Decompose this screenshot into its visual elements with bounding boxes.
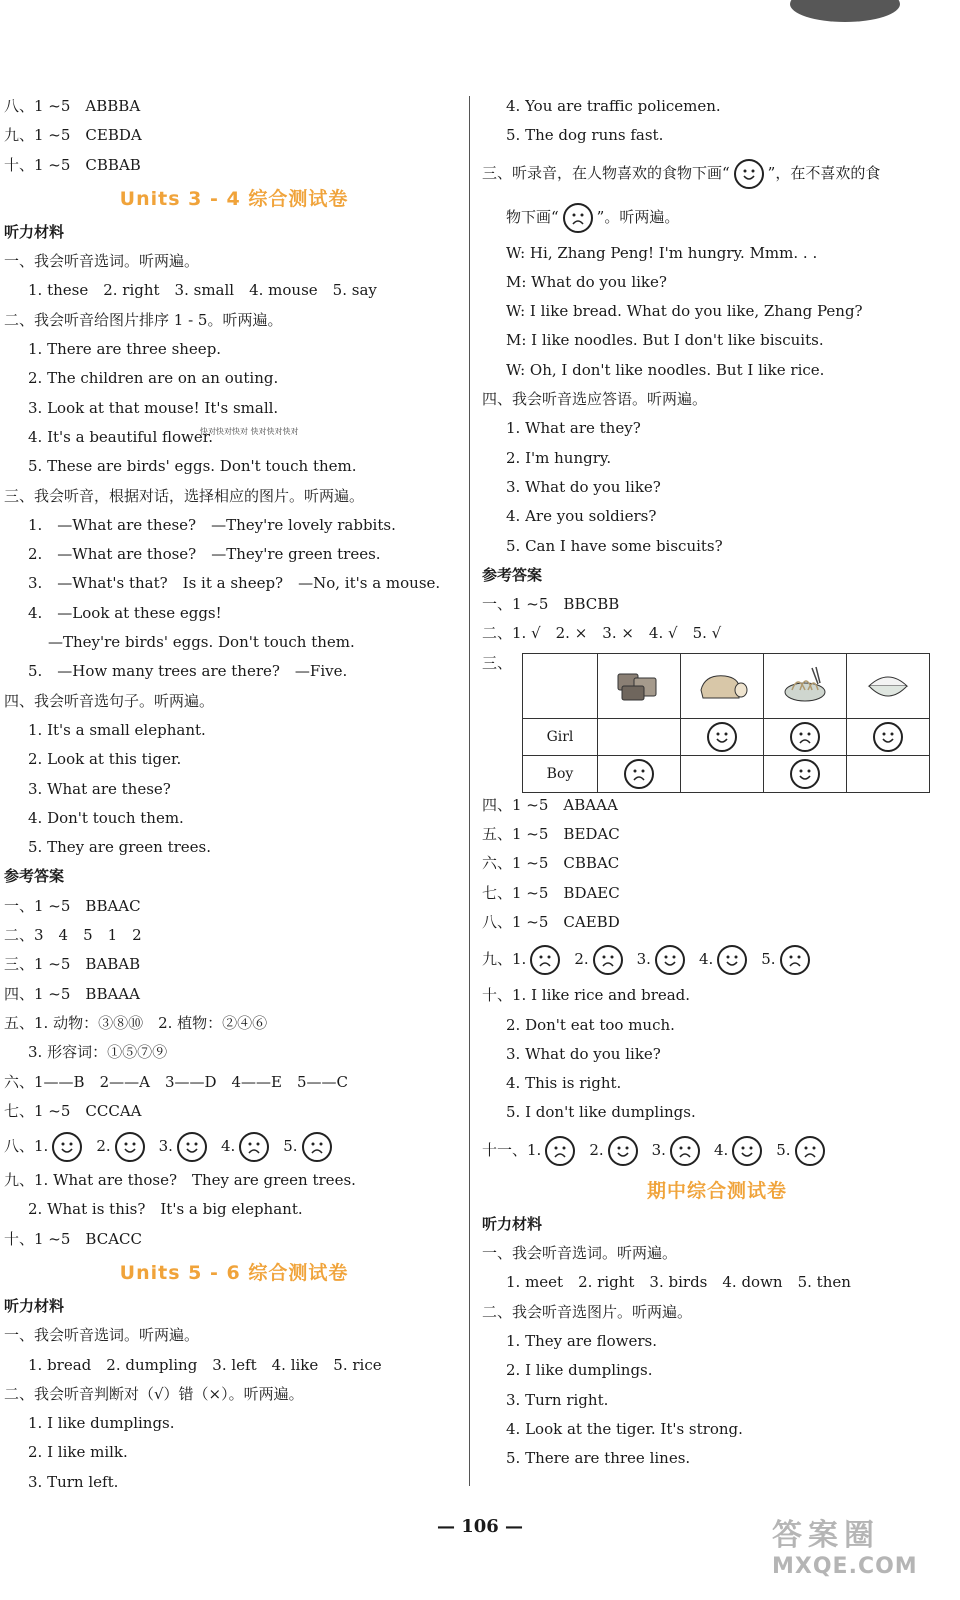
noodles-icon — [778, 664, 832, 708]
face-list — [34, 1137, 336, 1155]
list-item: 5. They are green trees. — [28, 838, 211, 857]
list-item: 1. They are flowers. — [506, 1331, 658, 1350]
table-label: 三、 — [482, 653, 513, 672]
table-row — [523, 653, 930, 718]
table-cell — [847, 755, 930, 792]
answer-line: 三、1 ~5 BABAB — [4, 955, 141, 974]
face-number: 1. — [34, 1137, 49, 1156]
question-3-cont — [482, 195, 952, 239]
table-cell — [847, 718, 930, 755]
listening-heading: 听力材料 — [4, 1296, 65, 1315]
question-3: 三、我会听音，根据对话，选择相应的图片。听两遍。 — [4, 486, 365, 505]
answer-line: 十、1 ~5 CBBAB — [4, 155, 141, 174]
answer-line: 二、1. √ 2. × 3. × 4. √ 5. √ — [482, 624, 722, 643]
sad-face-icon — [545, 1136, 575, 1166]
question-1-words: 1. meet 2. right 3. birds 4. down 5. then — [506, 1273, 851, 1292]
list-item: 4. Don't touch them. — [28, 808, 184, 827]
face-row-label: 八、 — [4, 1137, 35, 1156]
happy-face-icon — [790, 759, 820, 789]
question-1: 一、我会听音选词。听两遍。 — [482, 1244, 678, 1263]
list-item: 5. —How many trees are there? —Five. — [28, 662, 348, 681]
happy-face-icon — [734, 159, 764, 189]
face-number: 1. — [512, 950, 527, 969]
list-item: 1. There are three sheep. — [28, 340, 222, 359]
list-item — [4, 423, 464, 452]
face-number: 4. — [220, 1137, 236, 1156]
table-cell — [764, 653, 847, 718]
table-row — [523, 718, 930, 755]
sad-face-icon — [790, 722, 820, 752]
face-number: 4. — [713, 1140, 729, 1159]
sad-face-icon — [239, 1132, 269, 1162]
list-item: 3. Turn right. — [506, 1390, 609, 1409]
bread-icon — [695, 664, 749, 708]
table-cell — [764, 755, 847, 792]
watermark — [772, 1510, 942, 1580]
answer-line: 五、1. 动物：③⑧⑩ 2. 植物：②④⑥ — [4, 1013, 268, 1032]
answer-line: 十、1. I like rice and bread. — [482, 986, 691, 1005]
table-cell — [764, 718, 847, 755]
happy-face-icon — [873, 722, 903, 752]
table-cell — [847, 653, 930, 718]
answer-line: 五、1 ~5 BEDAC — [482, 825, 620, 844]
happy-face-icon — [52, 1132, 82, 1162]
table-cell — [681, 755, 764, 792]
question-4: 四、我会听音选应答语。听两遍。 — [482, 390, 708, 409]
list-item: 2. Look at this tiger. — [28, 750, 182, 769]
list-item: 2. I like dumplings. — [506, 1361, 653, 1380]
sad-face-icon — [593, 945, 623, 975]
left-column — [4, 92, 464, 1497]
sad-face-icon — [624, 759, 654, 789]
face-number: 2. — [589, 1140, 604, 1159]
face-number: 5. — [283, 1137, 298, 1156]
sad-face-icon — [670, 1136, 700, 1166]
face-list — [527, 1141, 829, 1159]
handwritten-scribble: 快对快对快对 快对快对快对 — [200, 426, 299, 436]
table-row — [523, 755, 930, 792]
list-item: 3. What are these? — [28, 779, 171, 798]
list-item: 4. Look at the tiger. It's strong. — [506, 1419, 743, 1438]
dialogue-line: M: I like noodles. But I don't like biscuits. — [506, 331, 824, 350]
face-row-label: 十一、 — [482, 1140, 528, 1159]
face-number: 3. — [636, 950, 651, 969]
list-item: —They're birds' eggs. Don't touch them. — [48, 633, 355, 652]
list-item: 4. Are you soldiers? — [506, 507, 657, 526]
biscuits-icon — [612, 664, 666, 708]
table-cell — [598, 653, 681, 718]
list-item: 5. Can I have some biscuits? — [506, 536, 723, 555]
list-item: 2. —What are those? —They're green trees. — [28, 545, 381, 564]
happy-face-icon — [707, 722, 737, 752]
food-answer-table-block — [482, 649, 952, 791]
question-3-text-a: 三、听录音，在人物喜欢的食物下画“ — [482, 163, 730, 182]
answer-line: 九、1 ~5 CEBDA — [4, 126, 142, 145]
dialogue-line: W: I like bread. What do you like, Zhang Peng? — [506, 302, 863, 321]
list-item: 5. These are birds' eggs. Don't touch them. — [28, 457, 357, 476]
answer-line: 九、1. What are those? They are green trees. — [4, 1171, 356, 1190]
list-item: 3. —What's that? Is it a sheep? —No, it's a mouse. — [28, 574, 441, 593]
list-item: 1. What are they? — [506, 419, 641, 438]
table-cell — [681, 653, 764, 718]
happy-face-icon — [655, 945, 685, 975]
question-4: 四、我会听音选句子。听两遍。 — [4, 691, 215, 710]
happy-face-icon — [732, 1136, 762, 1166]
answer-line: 七、1 ~5 BDAEC — [482, 883, 620, 902]
answers-heading: 参考答案 — [482, 565, 543, 584]
page-corner-shadow — [790, 0, 900, 22]
answer-line: 六、1 ~5 CBBAC — [482, 854, 620, 873]
list-item: 3. Turn left. — [28, 1472, 119, 1491]
face-number: 5. — [761, 950, 776, 969]
question-3-text-b: ”，在不喜欢的食 — [767, 163, 881, 182]
answer-line: 四、1 ~5 BBAAA — [4, 984, 140, 1003]
answer-line: 六、1——B 2——A 3——D 4——E 5——C — [4, 1072, 349, 1091]
list-item: 1. —What are these? —They're lovely rabbits. — [28, 515, 396, 534]
sad-face-icon — [563, 203, 593, 233]
list-item: 2. I'm hungry. — [506, 448, 612, 467]
list-item: 1. I like dumplings. — [28, 1414, 175, 1433]
question-1: 一、我会听音选词。听两遍。 — [4, 1326, 200, 1345]
rice-icon — [861, 664, 915, 708]
answer-line: 四、1 ~5 ABAAA — [482, 795, 618, 814]
right-column — [482, 92, 952, 1473]
answer-line: 5. I don't like dumplings. — [506, 1103, 696, 1122]
answer-line: 2. Don't eat too much. — [506, 1015, 675, 1034]
face-number: 4. — [698, 950, 714, 969]
dialogue-line: W: Oh, I don't like noodles. But I like rice. — [506, 360, 825, 379]
happy-face-icon — [177, 1132, 207, 1162]
face-number: 5. — [776, 1140, 791, 1159]
question-1-words: 1. bread 2. dumpling 3. left 4. like 5. rice — [28, 1355, 382, 1374]
question-2: 二、我会听音给图片排序 1 - 5。听两遍。 — [4, 310, 283, 329]
answer-line: 3. 形容词：①⑤⑦⑨ — [28, 1043, 168, 1062]
table-cell — [598, 755, 681, 792]
answer-line: 八、1 ~5 CAEBD — [482, 912, 620, 931]
happy-face-icon — [115, 1132, 145, 1162]
page-number: — 106 — — [436, 1516, 524, 1537]
face-answer-row — [482, 1128, 952, 1172]
row-label: Boy — [523, 755, 598, 792]
watermark-line-1: 答案圈 — [772, 1518, 880, 1553]
face-number: 3. — [158, 1137, 173, 1156]
question-3 — [482, 151, 952, 195]
face-number: 3. — [651, 1140, 666, 1159]
list-item: 5. There are three lines. — [506, 1449, 691, 1468]
answer-line: 3. What do you like? — [506, 1044, 661, 1063]
dialogue-line: M: What do you like? — [506, 272, 667, 291]
dialogue-line: W: Hi, Zhang Peng! I'm hungry. Mmm. . . — [506, 243, 818, 262]
list-item: 4. —Look at these eggs! — [28, 603, 222, 622]
face-answer-row — [4, 1126, 464, 1166]
column-divider — [469, 96, 470, 1486]
answer-line: 一、1 ~5 BBAAC — [4, 896, 141, 915]
face-list — [512, 950, 814, 968]
list-item: 3. What do you like? — [506, 477, 661, 496]
happy-face-icon — [717, 945, 747, 975]
sad-face-icon — [530, 945, 560, 975]
list-item: 2. I like milk. — [28, 1443, 128, 1462]
question-3-text-d: ”。听两遍。 — [596, 207, 680, 226]
sad-face-icon — [302, 1132, 332, 1162]
face-number: 1. — [527, 1140, 542, 1159]
face-number: 2. — [96, 1137, 111, 1156]
question-3-text-c: 物下画“ — [506, 207, 559, 226]
sad-face-icon — [795, 1136, 825, 1166]
section-title-units-3-4: Units 3 - 4 综合测试卷 — [119, 187, 349, 210]
list-item: 5. The dog runs fast. — [506, 126, 664, 145]
listening-heading: 听力材料 — [4, 222, 65, 241]
list-item: 3. Look at that mouse! It's small. — [28, 398, 279, 417]
question-2: 二、我会听音选图片。听两遍。 — [482, 1302, 693, 1321]
answer-line: 二、3 4 5 1 2 — [4, 926, 142, 945]
question-1: 一、我会听音选词。听两遍。 — [4, 252, 200, 271]
answers-heading: 参考答案 — [4, 867, 65, 886]
face-answer-row — [482, 937, 952, 981]
list-item: 4. You are traffic policemen. — [506, 97, 721, 115]
food-answer-table — [522, 653, 930, 793]
answer-line: 一、1 ~5 BBCBB — [482, 595, 620, 614]
row-label: Girl — [523, 718, 598, 755]
table-cell — [598, 718, 681, 755]
table-cell — [681, 718, 764, 755]
question-1-words: 1. these 2. right 3. small 4. mouse 5. say — [28, 281, 377, 300]
section-title-midterm: 期中综合测试卷 — [646, 1179, 787, 1202]
happy-face-icon — [608, 1136, 638, 1166]
face-row-label: 九、 — [482, 950, 513, 969]
list-item: 2. The children are on an outing. — [28, 369, 279, 388]
table-cell — [523, 653, 598, 718]
answer-line: 4. This is right. — [506, 1074, 622, 1093]
answer-line: 十、1 ~5 BCACC — [4, 1229, 142, 1248]
list-item-text: 4. It's a beautiful flower. — [28, 427, 214, 446]
face-number: 2. — [574, 950, 589, 969]
answer-line: 八、1 ~5 ABBBA — [4, 97, 141, 115]
watermark-line-2: MXQE.COM — [772, 1554, 918, 1579]
answer-line: 七、1 ~5 CCCAA — [4, 1101, 142, 1120]
list-item: 1. It's a small elephant. — [28, 720, 206, 739]
listening-heading: 听力材料 — [482, 1214, 543, 1233]
answer-line: 2. What is this? It's a big elephant. — [28, 1200, 303, 1219]
section-title-units-5-6: Units 5 - 6 综合测试卷 — [119, 1261, 349, 1284]
question-2: 二、我会听音判断对（√）错（×）。听两遍。 — [4, 1384, 304, 1403]
sad-face-icon — [780, 945, 810, 975]
